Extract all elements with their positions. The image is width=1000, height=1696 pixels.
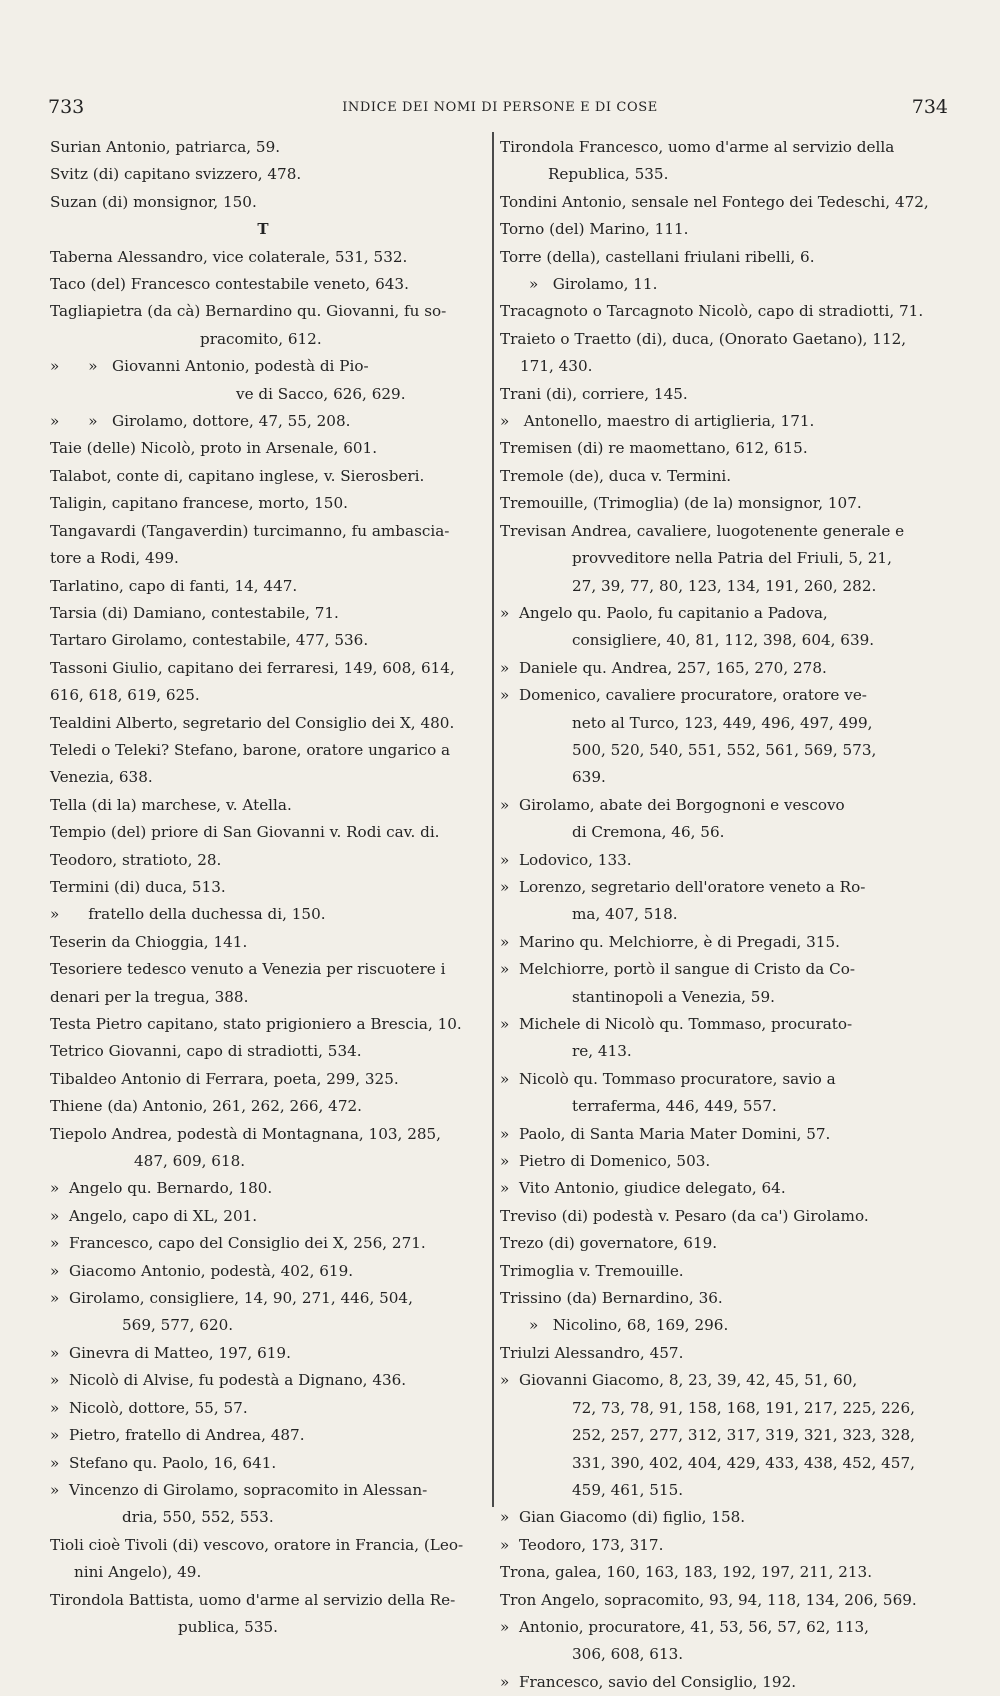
index-entry-continuation: nini Angelo), 49. [74,1563,202,1582]
index-subentry: » Melchiorre, portò il sangue di Cristo da Co- [500,960,856,979]
index-subentry: » Angelo qu. Paolo, fu capitanio a Padova, [500,603,828,622]
index-entry-continuation: ma, 407, 518. [572,905,678,924]
index-entry-continuation: 72, 73, 78, 91, 158, 168, 191, 217, 225, 226, [572,1398,915,1417]
index-subentry: » Teodoro, 173, 317. [500,1535,664,1554]
index-subentry: » Antonello, maestro di artiglieria, 171. [500,412,815,431]
index-subentry: » Ginevra di Matteo, 197, 619. [50,1343,291,1362]
index-entry: Tremole (de), duca v. Termini. [500,466,732,485]
index-entry: Tremisen (di) re maomettano, 612, 615. [500,439,808,458]
index-entry-continuation: ve di Sacco, 626, 629. [236,384,406,403]
index-entry-continuation: 639. [572,768,606,787]
index-entry: Trevisan Andrea, cavaliere, luogotenente generale e [500,521,905,540]
index-entry-continuation: 27, 39, 77, 80, 123, 134, 191, 260, 282. [572,576,877,595]
index-entry: Surian Antonio, patriarca, 59. [50,138,281,156]
index-subentry: » Nicolò di Alvise, fu podestà a Dignano, 436. [50,1371,407,1390]
index-entry-continuation: publica, 535. [178,1617,278,1636]
index-entry: Tesoriere tedesco venuto a Venezia per riscuotere i [50,960,446,979]
index-subentry: » Giacomo Antonio, podestà, 402, 619. [50,1261,354,1280]
index-entry: Tirondola Battista, uomo d'arme al servizio della Re- [50,1590,456,1609]
index-subentry: » Pietro, fratello di Andrea, 487. [50,1426,305,1445]
index-entry: Tremouille, (Trimoglia) (de la) monsignor, 107. [500,494,862,513]
index-entry: Tangavardi (Tangaverdin) turcimanno, fu ambascia- [50,521,450,540]
index-subentry: » Angelo, capo di XL, 201. [50,1206,258,1225]
index-entry: Trissino (da) Bernardino, 36. [500,1289,723,1308]
index-entry-continuation: 500, 520, 540, 551, 552, 561, 569, 573, [572,740,877,759]
index-entry: Tiepolo Andrea, podestà di Montagnana, 103, 285, [50,1124,442,1143]
index-entry: Tella (di la) marchese, v. Atella. [50,795,292,814]
index-subentry: » Giovanni Giacomo, 8, 23, 39, 42, 45, 51, 60, [500,1371,858,1390]
index-entry-continuation: 616, 618, 619, 625. [50,686,200,705]
index-entry: Tempio (del) priore di San Giovanni v. Rodi cav. di. [50,823,440,842]
index-entry: Trani (di), corriere, 145. [500,384,688,403]
column-divider [492,132,494,1507]
index-subentry: » Daniele qu. Andrea, 257, 165, 270, 278. [500,658,827,677]
index-entry: Trezo (di) governatore, 619. [500,1234,718,1253]
index-subentry: » Marino qu. Melchiorre, è di Pregadi, 315. [500,932,840,951]
index-entry: Svitz (di) capitano svizzero, 478. [50,165,302,184]
index-entry-continuation: consigliere, 40, 81, 112, 398, 604, 639. [572,631,875,650]
index-entry-continuation: pracomito, 612. [200,329,322,348]
index-subentry: » Gian Giacomo (di) figlio, 158. [500,1508,746,1527]
index-subentry: » Angelo qu. Bernardo, 180. [50,1179,273,1198]
running-title: INDICE DEI NOMI DI PERSONE E DI COSE [342,100,658,115]
index-subentry: » Girolamo, abate dei Borgognoni e vescovo [500,795,845,814]
index-entry-continuation: 487, 609, 618. [134,1152,246,1171]
index-subentry: » Antonio, procuratore, 41, 53, 56, 57, 62, 113, [500,1617,869,1636]
index-entry-continuation: 459, 461, 515. [572,1480,684,1499]
index-entry: Tirondola Francesco, uomo d'arme al servizio della [500,138,895,156]
index-entry-continuation: 252, 257, 277, 312, 317, 319, 321, 323, 328, [572,1426,915,1445]
index-entry-continuation: 331, 390, 402, 404, 429, 433, 438, 452, 457, [572,1453,915,1472]
index-entry: Tetrico Giovanni, capo di stradiotti, 534. [50,1042,362,1061]
index-entry-continuation: stantinopoli a Venezia, 59. [572,987,775,1006]
right-page-number: 734 [911,96,948,118]
index-subentry: » Vincenzo di Girolamo, sopracomito in Alessan- [50,1480,428,1499]
index-entry: Tibaldeo Antonio di Ferrara, poeta, 299, 325. [50,1069,399,1088]
index-entry: Tron Angelo, sopracomito, 93, 94, 118, 134, 206, 569. [500,1590,917,1609]
index-subentry: » Domenico, cavaliere procuratore, oratore ve- [500,686,867,705]
index-entry: Taberna Alessandro, vice colaterale, 531, 532. [50,247,408,266]
index-entry: Tioli cioè Tivoli (di) vescovo, oratore in Francia, (Leo- [50,1535,464,1554]
index-subentry: » » Girolamo, dottore, 47, 55, 208. [50,412,351,431]
index-entry: Trona, galea, 160, 163, 183, 192, 197, 211, 213. [500,1563,873,1582]
index-entry: Testa Pietro capitano, stato prigioniero a Brescia, 10. [50,1015,462,1033]
index-subentry: » Lorenzo, segretario dell'oratore veneto a Ro- [500,877,866,896]
index-entry: Torre (della), castellani friulani ribelli, 6. [500,247,815,266]
index-entry: Triulzi Alessandro, 457. [500,1343,684,1362]
index-entry: Talabot, conte di, capitano inglese, v. Sierosberi. [50,466,425,485]
index-entry: Trimoglia v. Tremouille. [500,1261,684,1280]
running-header [0,96,1000,124]
index-entry: Tagliapietra (da cà) Bernardino qu. Giovanni, fu so- [50,302,447,321]
index-subentry: » Francesco, capo del Consiglio dei X, 256, 271. [50,1234,426,1253]
index-subentry: » Lodovico, 133. [500,850,632,869]
index-subentry: » Girolamo, 11. [500,275,658,294]
index-entry: Taligin, capitano francese, morto, 150. [50,494,348,513]
index-subentry: » » Giovanni Antonio, podestà di Pio- [50,357,369,376]
index-entry: Tealdini Alberto, segretario del Consiglio dei X, 480. [50,713,455,732]
index-entry: Tondini Antonio, sensale nel Fontego dei Tedeschi, 472, [500,192,929,211]
index-entry-continuation: provveditore nella Patria del Friuli, 5, 21, [572,549,892,568]
index-entry: Teledi o Teleki? Stefano, barone, oratore ungarico a [50,740,451,759]
index-subentry: » Nicolò qu. Tommaso procuratore, savio a [500,1069,836,1088]
index-entry: Torno (del) Marino, 111. [500,220,689,239]
index-entry-continuation: dria, 550, 552, 553. [122,1508,274,1527]
index-entry: Tarlatino, capo di fanti, 14, 447. [50,576,298,595]
index-entry: Thiene (da) Antonio, 261, 262, 266, 472. [50,1097,362,1116]
index-subentry: » Vito Antonio, giudice delegato, 64. [500,1179,786,1198]
index-entry: Taie (delle) Nicolò, proto in Arsenale, 601. [50,439,378,458]
index-entry: Treviso (di) podestà v. Pesaro (da ca') Girolamo. [500,1206,869,1225]
right-column [500,134,940,1696]
index-subentry: » Nicolò, dottore, 55, 57. [50,1398,248,1417]
index-entry-continuation: 171, 430. [520,357,593,376]
left-column [50,134,476,1641]
index-entry: Traieto o Traetto (di), duca, (Onorato Gaetano), 112, [500,329,907,348]
index-entry: Tartaro Girolamo, contestabile, 477, 536. [50,631,369,650]
index-entry: Tarsia (di) Damiano, contestabile, 71. [50,603,339,622]
section-letter: T [257,220,269,239]
index-entry-continuation: 306, 608, 613. [572,1645,684,1664]
index-entry: Tracagnoto o Tarcagnoto Nicolò, capo di stradiotti, 71. [500,302,924,321]
index-entry-continuation: Venezia, 638. [50,768,153,787]
index-subentry: » fratello della duchessa di, 150. [50,905,326,924]
index-entry: Suzan (di) monsignor, 150. [50,192,257,211]
index-subentry: » Pietro di Domenico, 503. [500,1152,711,1171]
index-entry-continuation: di Cremona, 46, 56. [572,823,725,842]
index-subentry: » Michele di Nicolò qu. Tommaso, procurato- [500,1015,853,1033]
index-entry: Tassoni Giulio, capitano dei ferraresi, 149, 608, 614, [50,658,455,677]
index-entry: Teodoro, stratioto, 28. [50,850,222,869]
index-entry-continuation: neto al Turco, 123, 449, 496, 497, 499, [572,713,873,732]
index-subentry: » Francesco, savio del Consiglio, 192. [500,1672,797,1691]
index-subentry: » Girolamo, consigliere, 14, 90, 271, 446, 504, [50,1289,413,1308]
left-page-number: 733 [48,96,85,118]
index-entry-continuation: 569, 577, 620. [122,1316,234,1335]
index-subentry: » Paolo, di Santa Maria Mater Domini, 57. [500,1124,831,1143]
index-subentry: » Stefano qu. Paolo, 16, 641. [50,1453,277,1472]
index-entry-continuation: terraferma, 446, 449, 557. [572,1097,777,1116]
index-entry-continuation: Republica, 535. [548,165,669,184]
index-entry: Termini (di) duca, 513. [50,877,226,896]
index-entry-continuation: re, 413. [572,1042,632,1061]
index-entry: Teserin da Chioggia, 141. [50,932,248,951]
index-subentry: » Nicolino, 68, 169, 296. [500,1316,729,1335]
index-entry: Taco (del) Francesco contestabile veneto, 643. [50,275,409,294]
index-entry-continuation: denari per la tregua, 388. [50,987,249,1006]
index-entry-continuation: tore a Rodi, 499. [50,549,179,568]
